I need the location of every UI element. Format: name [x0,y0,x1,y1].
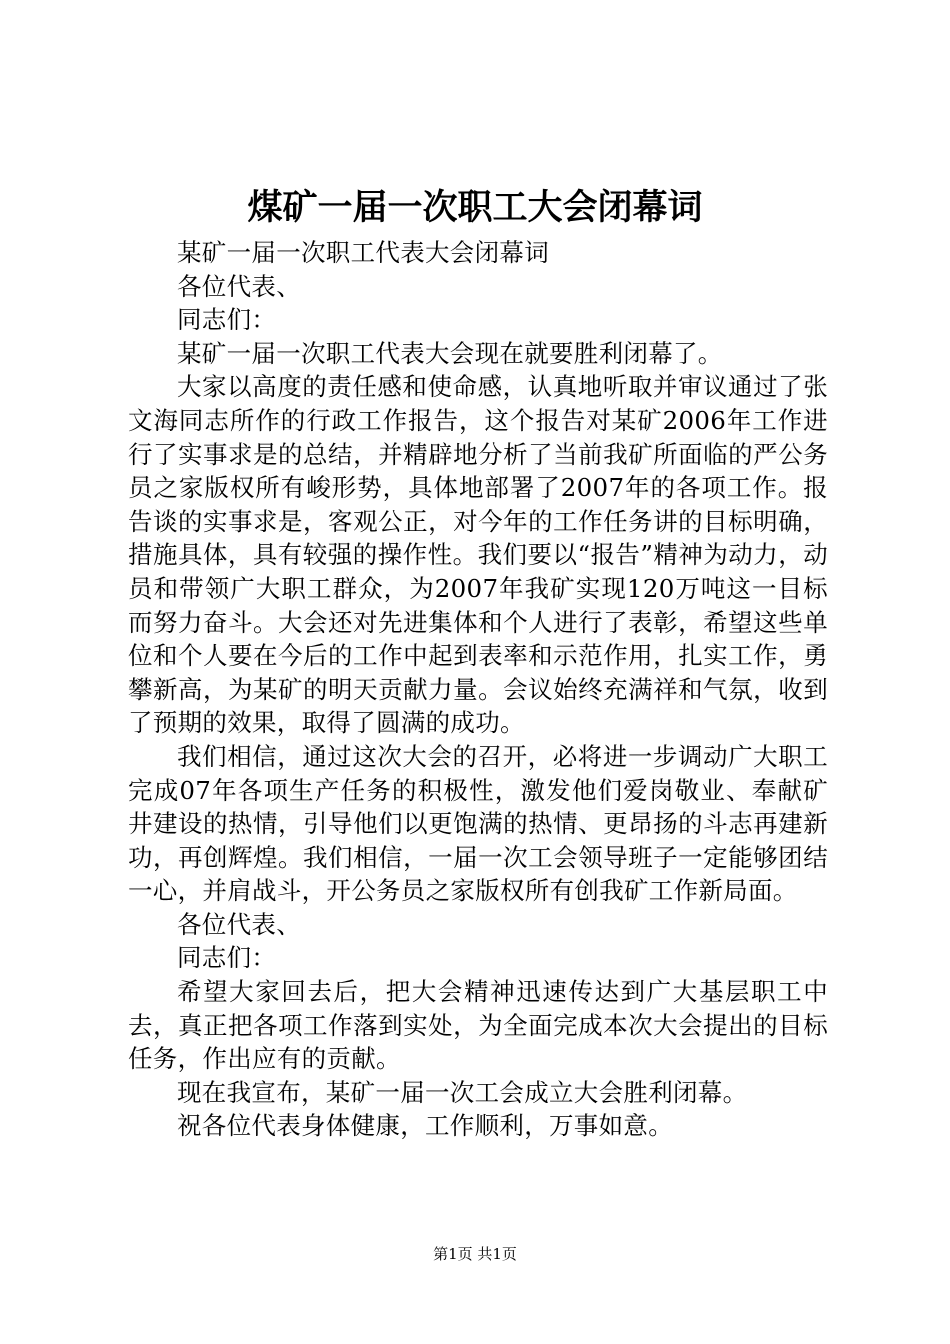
document-title: 煤矿一届一次职工大会闭幕词 [247,187,703,228]
paragraph-salutation-delegates: 各位代表、 [177,271,301,301]
page-footer: 第1页 共1页 [433,1245,517,1263]
document-body [128,236,828,1143]
paragraph-salutation-comrades: 同志们： [177,305,277,335]
paragraph-subtitle: 某矿一届一次职工代表大会闭幕词 [177,238,549,267]
paragraph-belief: 我们相信，通过这次大会的召开，必将进一步调动广大职工完成07年各项生产任务的积极性，激发他们爱岗敬业、奉献矿井建设的热情，引导他们以更饱满的热情、更昂扬的斗志再建新功，再创辉煌。我们相信，一届一次工会领导班子一定能够团结一心，并肩战斗，开公务员之家版权所有创我矿工作新局面。 [128,741,828,906]
paragraph-report-summary: 大家以高度的责任感和使命感，认真地听取并审议通过了张文海同志所作的行政工作报告，这个报告对某矿2006年工作进行了实事求是的总结，并精辟地分析了当前我矿所面临的严公务员之家版权所有峻形势，具体地部署了2007年的各项工作。报告谈的实事求是，客观公正，对今年的工作任务讲的目标明确，措施具体，具有较强的操作性。我们要以“报告”精神为动力，动员和带领广大职工群众，为2007年我矿实现120万吨这一目标而努力奋斗。大会还对先进集体和个人进行了表彰，希望这些单位和个人要在今后的工作中起到表率和示范作用，扎实工作，勇攀新高，为某矿的明天贡献力量。会议始终充满祥和气氛，收到了预期的效果，取得了圆满的成功。 [128,372,828,738]
paragraph-salutation-comrades-2: 同志们： [177,943,277,973]
paragraph-announcement: 现在我宣布，某矿一届一次工会成立大会胜利闭幕。 [177,1077,748,1107]
paragraph-opening: 某矿一届一次职工代表大会现在就要胜利闭幕了。 [177,338,723,368]
paragraph-salutation-delegates-2: 各位代表、 [177,909,301,939]
paragraph-hope: 希望大家回去后，把大会精神迅速传达到广大基层职工中去，真正把各项工作落到实处，为全面完成本次大会提出的目标任务，作出应有的贡献。 [128,977,828,1074]
paragraph-wishes: 祝各位代表身体健康，工作顺利，万事如意。 [177,1111,673,1141]
